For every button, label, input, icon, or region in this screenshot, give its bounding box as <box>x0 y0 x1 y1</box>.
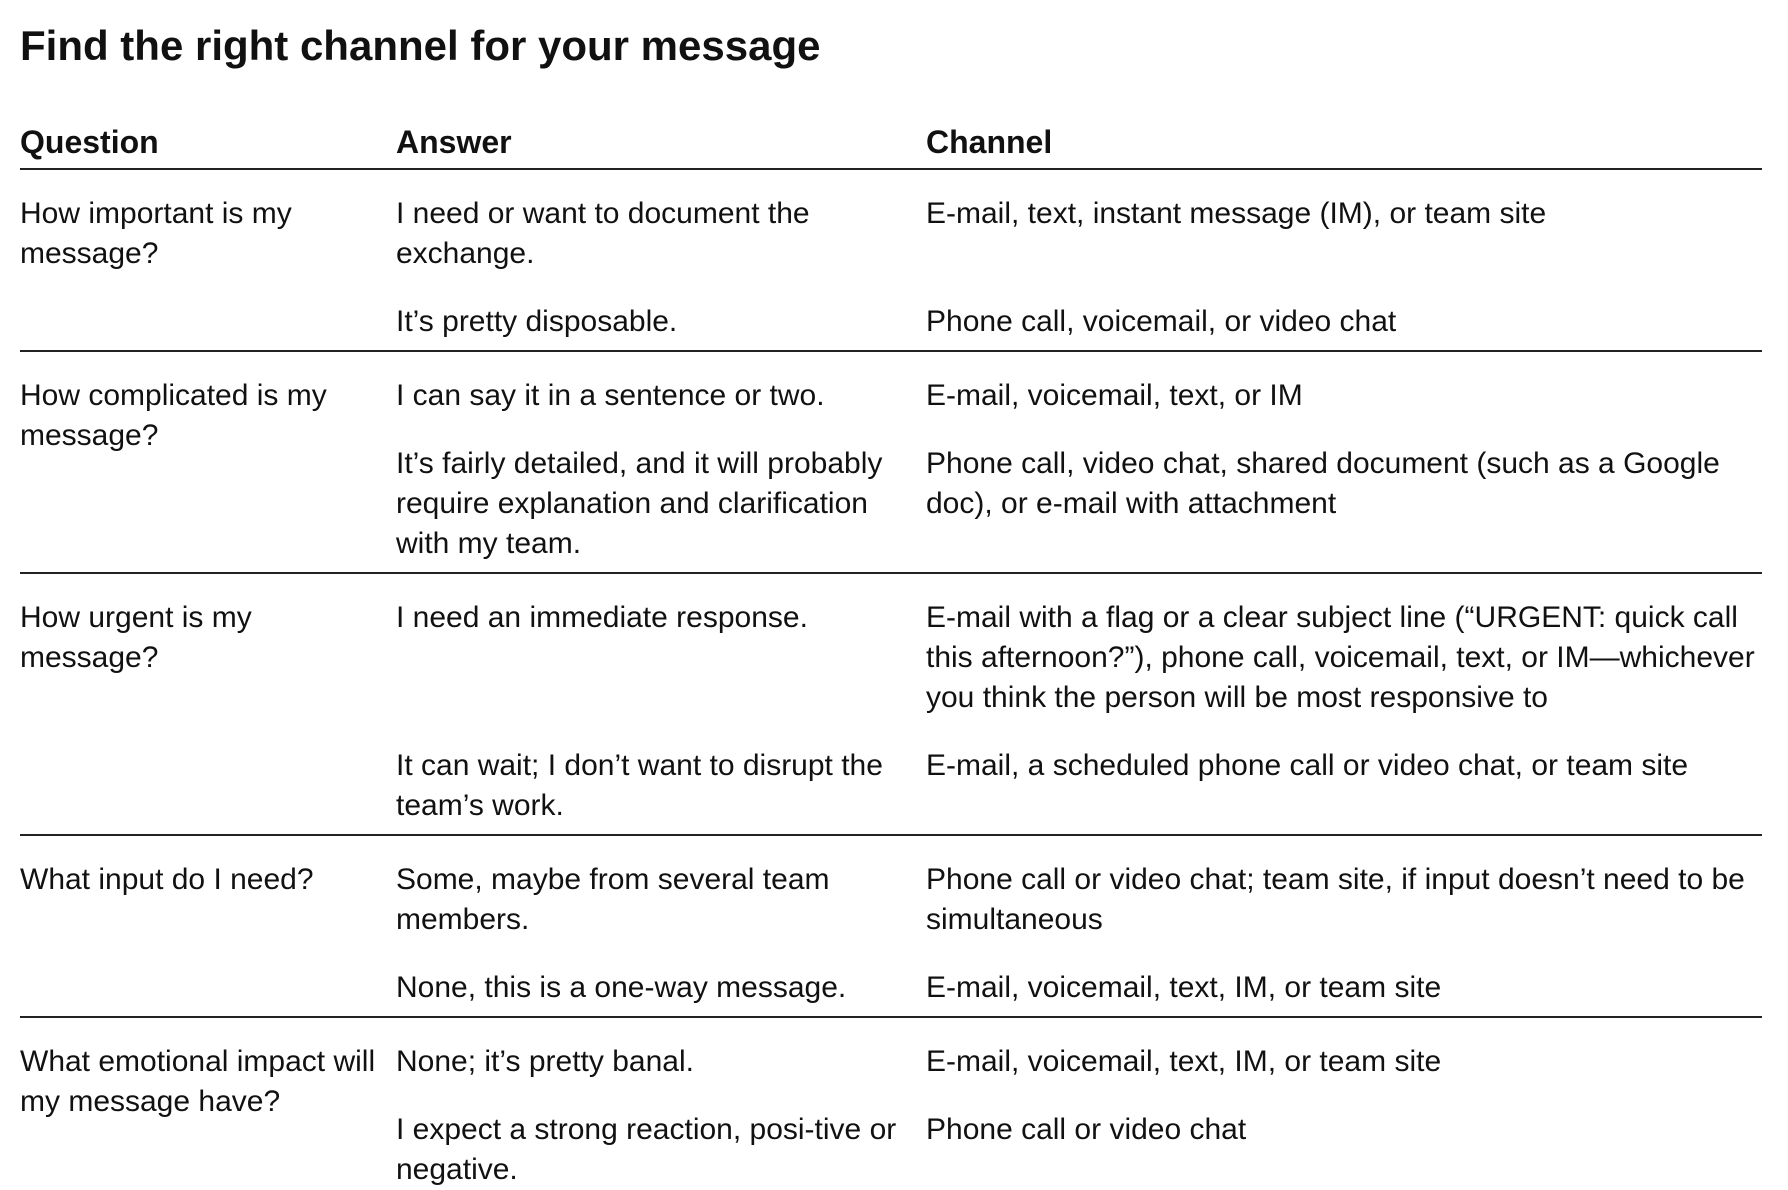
question-cell: What emotional impact will my message have? <box>20 1045 376 1118</box>
group-emotional-impact <box>20 1017 1762 1190</box>
table-row <box>20 1017 1762 1082</box>
table-row <box>20 351 1762 416</box>
group-input <box>20 835 1762 1017</box>
table-row <box>20 573 1762 718</box>
column-header-channel: Channel <box>926 122 1762 169</box>
answer-cell: I need or want to document the exchange. <box>396 197 810 270</box>
channel-table <box>20 122 1762 1190</box>
answer-cell: I expect a strong reaction, posi-tive or negative. <box>396 1113 897 1186</box>
table-row <box>20 169 1762 274</box>
table-row <box>20 835 1762 940</box>
table-header <box>20 122 1762 169</box>
column-header-question: Question <box>20 122 396 169</box>
question-cell: How urgent is my message? <box>20 601 252 674</box>
channel-cell: Phone call, video chat, shared document (such as a Google doc), or e-mail with attachment <box>926 447 1720 520</box>
channel-cell: Phone call or video chat; team site, if input doesn’t need to be simultaneous <box>926 863 1745 936</box>
column-header-answer: Answer <box>396 122 926 169</box>
header-row <box>20 122 1762 169</box>
answer-cell: It can wait; I don’t want to disrupt the team’s work. <box>396 749 883 822</box>
question-cell: How important is my message? <box>20 197 292 270</box>
channel-cell: E-mail, text, instant message (IM), or team site <box>926 197 1547 230</box>
channel-cell: E-mail, voicemail, text, IM, or team site <box>926 1045 1442 1078</box>
channel-cell: E-mail with a flag or a clear subject line (“URGENT: quick call this afternoon?”), phone call, voicemail, text, or IM—whichever you think the person will be most responsive to <box>926 601 1755 714</box>
channel-cell: E-mail, voicemail, text, IM, or team site <box>926 971 1442 1004</box>
answer-cell: None, this is a one-way message. <box>396 971 847 1004</box>
channel-cell: Phone call, voicemail, or video chat <box>926 305 1397 338</box>
channel-cell: Phone call or video chat <box>926 1113 1247 1146</box>
group-urgency <box>20 573 1762 835</box>
page-title: Find the right channel for your message <box>20 22 821 69</box>
answer-cell: Some, maybe from several team members. <box>396 863 830 936</box>
question-cell: What input do I need? <box>20 863 314 896</box>
question-cell: How complicated is my message? <box>20 379 327 452</box>
answer-cell: It’s pretty disposable. <box>396 305 678 338</box>
group-complexity <box>20 351 1762 573</box>
answer-cell: I can say it in a sentence or two. <box>396 379 825 412</box>
answer-cell: None; it’s pretty banal. <box>396 1045 694 1078</box>
group-importance <box>20 169 1762 351</box>
channel-cell: E-mail, voicemail, text, or IM <box>926 379 1303 412</box>
answer-cell: It’s fairly detailed, and it will probably require explanation and clarification with my team. <box>396 447 883 560</box>
answer-cell: I need an immediate response. <box>396 601 808 634</box>
channel-cell: E-mail, a scheduled phone call or video chat, or team site <box>926 749 1689 782</box>
